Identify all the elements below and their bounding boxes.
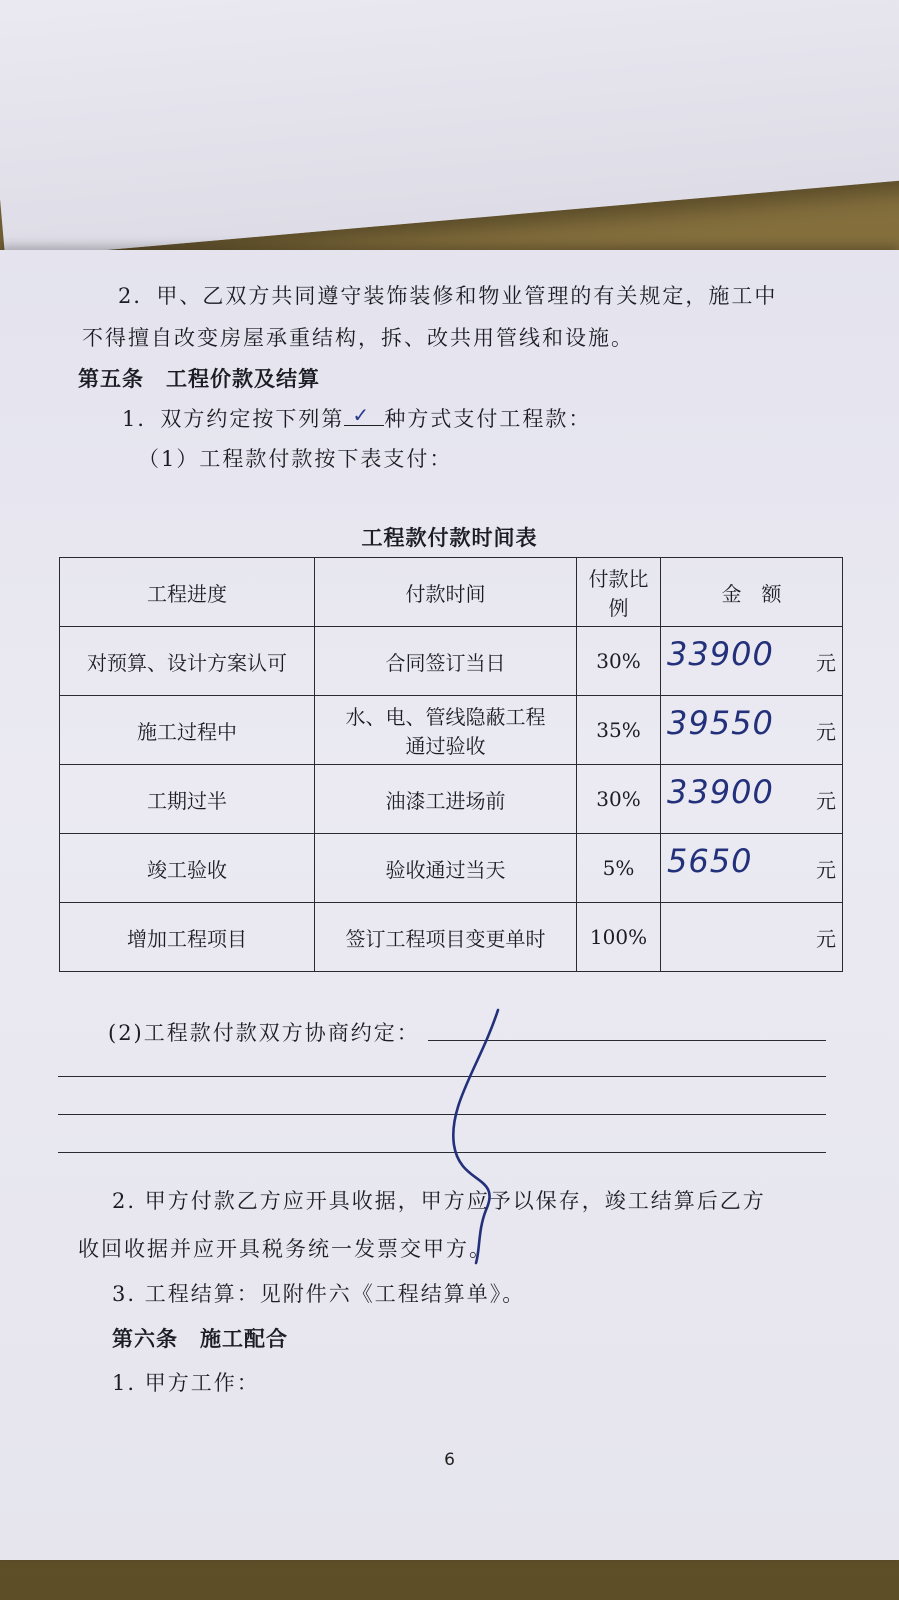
amount-cell	[661, 627, 843, 696]
payment-table-title: 工程款付款时间表	[361, 525, 538, 550]
header-amount: 金 额	[661, 558, 843, 627]
ratio-cell: 30%	[577, 627, 661, 696]
handwritten-amount: 5650	[667, 842, 753, 880]
yuan-unit: 元	[816, 927, 836, 951]
item-2-line-1: 2. 甲方付款乙方应开具收据，甲方应予以保存，竣工结算后乙方	[112, 1189, 766, 1213]
clause-2-line-2: 不得擅自改变房屋承重结构，拆、改共用管线和设施。	[82, 326, 634, 350]
payment-method-blank	[344, 405, 384, 426]
ratio-cell: 5%	[577, 834, 661, 903]
yuan-unit: 元	[816, 858, 836, 882]
header-ratio	[577, 558, 661, 627]
article-5-item-1	[122, 403, 591, 433]
ratio-cell: 100%	[577, 903, 661, 972]
yuan-unit: 元	[816, 789, 836, 813]
item-2-line-2: 收回收据并应开具税务统一发票交甲方。	[78, 1237, 492, 1261]
header-time: 付款时间	[315, 558, 577, 627]
table-row	[60, 903, 843, 972]
handwritten-amount: 33900	[667, 773, 774, 811]
time-cell	[315, 696, 577, 765]
time-cell: 签订工程项目变更单时	[315, 903, 577, 972]
ratio-cell: 35%	[577, 696, 661, 765]
yuan-unit: 元	[816, 651, 836, 675]
article-5-heading: 第五条 工程价款及结算	[78, 366, 320, 391]
amount-cell	[661, 765, 843, 834]
item1-before: 1．双方约定按下列第	[122, 407, 345, 431]
table-header-row	[60, 558, 843, 627]
payment-schedule-table	[59, 557, 843, 972]
header-ratio-line-1: 付款比	[588, 567, 649, 591]
time-line-1: 水、电、管线隐蔽工程	[345, 705, 546, 729]
item-3: 3. 工程结算：见附件六《工程结算单》。	[112, 1282, 526, 1306]
table-row	[60, 627, 843, 696]
handwritten-strike-mark	[440, 1005, 520, 1265]
stage-cell: 工期过半	[60, 765, 315, 834]
stage-cell: 对预算、设计方案认可	[60, 627, 315, 696]
article-5-sub-2: (2)工程款付款双方协商约定：	[108, 1021, 420, 1045]
contract-page	[0, 250, 899, 1560]
header-ratio-line-2: 例	[608, 596, 629, 620]
handwritten-amount: 33900	[667, 635, 774, 673]
clause-2-line-1: 2．甲、乙双方共同遵守装饰装修和物业管理的有关规定，施工中	[118, 284, 778, 308]
table-row	[60, 834, 843, 903]
article-5-sub-1: （1）工程款付款按下表支付：	[138, 447, 453, 471]
article-6-heading: 第六条 施工配合	[112, 1326, 288, 1351]
stage-cell: 竣工验收	[60, 834, 315, 903]
amount-cell	[661, 696, 843, 765]
check-mark-icon: ✓	[352, 403, 372, 427]
stage-cell: 增加工程项目	[60, 903, 315, 972]
page-number: 6	[444, 1450, 455, 1470]
handwritten-amount: 39550	[667, 704, 774, 742]
article-6-item-1: 1. 甲方工作：	[112, 1371, 260, 1395]
time-cell: 合同签订当日	[315, 627, 577, 696]
amount-cell	[661, 903, 843, 972]
stage-cell: 施工过程中	[60, 696, 315, 765]
ratio-cell: 30%	[577, 765, 661, 834]
amount-cell	[661, 834, 843, 903]
table-row	[60, 696, 843, 765]
yuan-unit: 元	[816, 720, 836, 744]
header-stage: 工程进度	[60, 558, 315, 627]
time-line-2: 通过验收	[405, 734, 486, 758]
time-cell: 油漆工进场前	[315, 765, 577, 834]
table-row	[60, 765, 843, 834]
time-cell: 验收通过当天	[315, 834, 577, 903]
item1-after: 种方式支付工程款：	[384, 407, 592, 431]
